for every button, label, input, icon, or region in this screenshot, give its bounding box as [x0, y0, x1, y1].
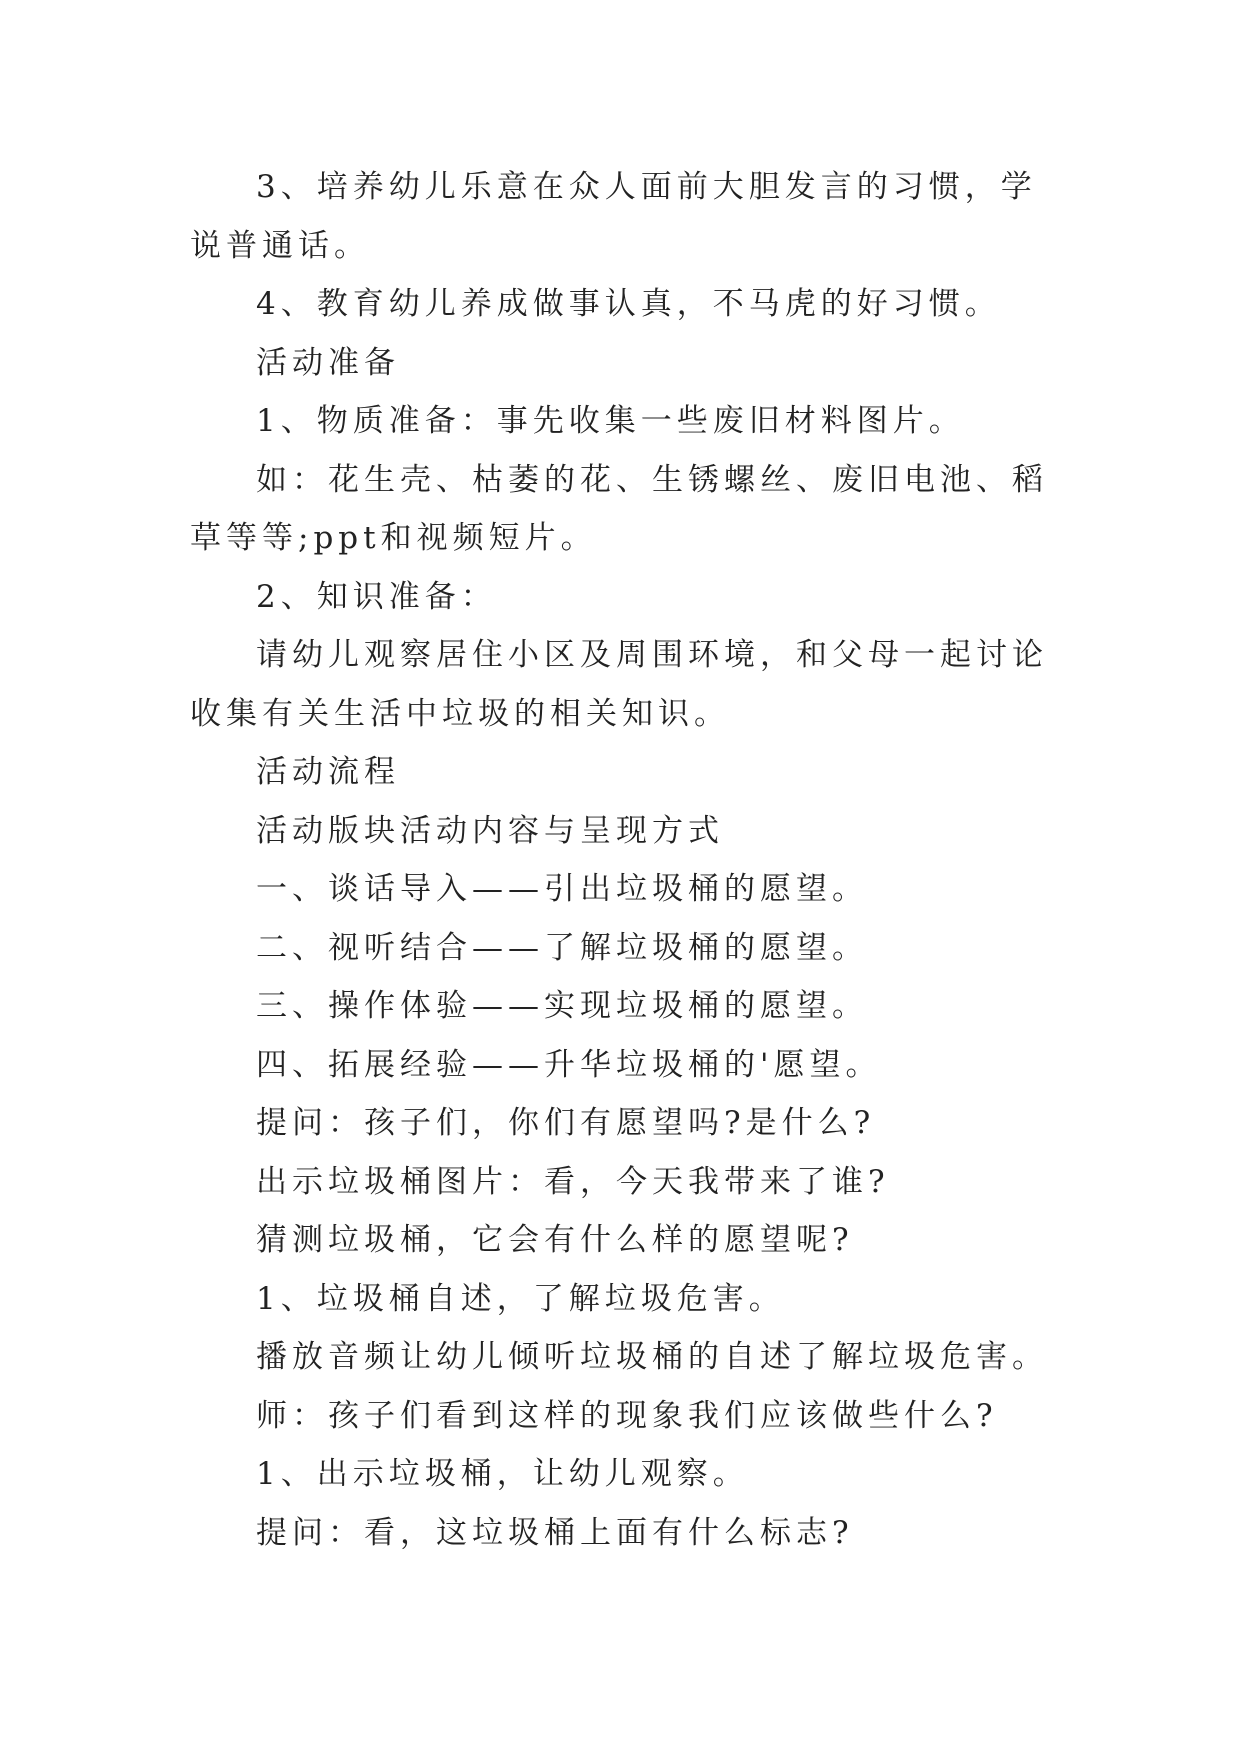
paragraph: 3、培养幼儿乐意在众人面前大胆发言的习惯，学说普通话。	[190, 169, 1037, 264]
paragraph: 2、知识准备：	[256, 578, 497, 615]
paragraph: 二、视听结合——了解垃圾桶的愿望。	[256, 929, 868, 966]
paragraph: 1、出示垃圾桶，让幼儿观察。	[256, 1456, 749, 1492]
paragraph: 四、拓展经验——升华垃圾桶的'愿望。	[256, 1046, 882, 1083]
paragraph: 一、谈话导入——引出垃圾桶的愿望。	[256, 871, 868, 907]
paragraph: 播放音频让幼儿倾听垃圾桶的自述了解垃圾危害。	[256, 1339, 1048, 1375]
paragraph: 1、垃圾桶自述，了解垃圾危害。	[256, 1280, 785, 1317]
paragraph: 活动准备	[256, 344, 400, 381]
paragraph: 请幼儿观察居住小区及周围环境，和父母一起讨论收集有关生活中垃圾的相关知识。	[190, 637, 1048, 732]
paragraph: 猜测垃圾桶，它会有什么样的愿望呢?	[256, 1222, 854, 1258]
paragraph: 三、操作体验——实现垃圾桶的愿望。	[256, 988, 868, 1024]
paragraph: 1、物质准备：事先收集一些废旧材料图片。	[256, 403, 965, 439]
paragraph: 师：孩子们看到这样的现象我们应该做些什么?	[256, 1397, 998, 1434]
paragraph: 提问：孩子们，你们有愿望吗?是什么?	[256, 1105, 876, 1141]
document-body	[190, 158, 1060, 1562]
paragraph: 出示垃圾桶图片：看，今天我带来了谁?	[256, 1163, 890, 1200]
paragraph: 活动版块活动内容与呈现方式	[256, 812, 724, 849]
paragraph: 提问：看，这垃圾桶上面有什么标志?	[256, 1514, 854, 1551]
paragraph: 4、教育幼儿养成做事认真，不马虎的好习惯。	[256, 286, 1001, 322]
paragraph: 活动流程	[256, 754, 400, 790]
paragraph: 如：花生壳、枯萎的花、生锈螺丝、废旧电池、稻草等等;ppt和视频短片。	[190, 461, 1048, 556]
